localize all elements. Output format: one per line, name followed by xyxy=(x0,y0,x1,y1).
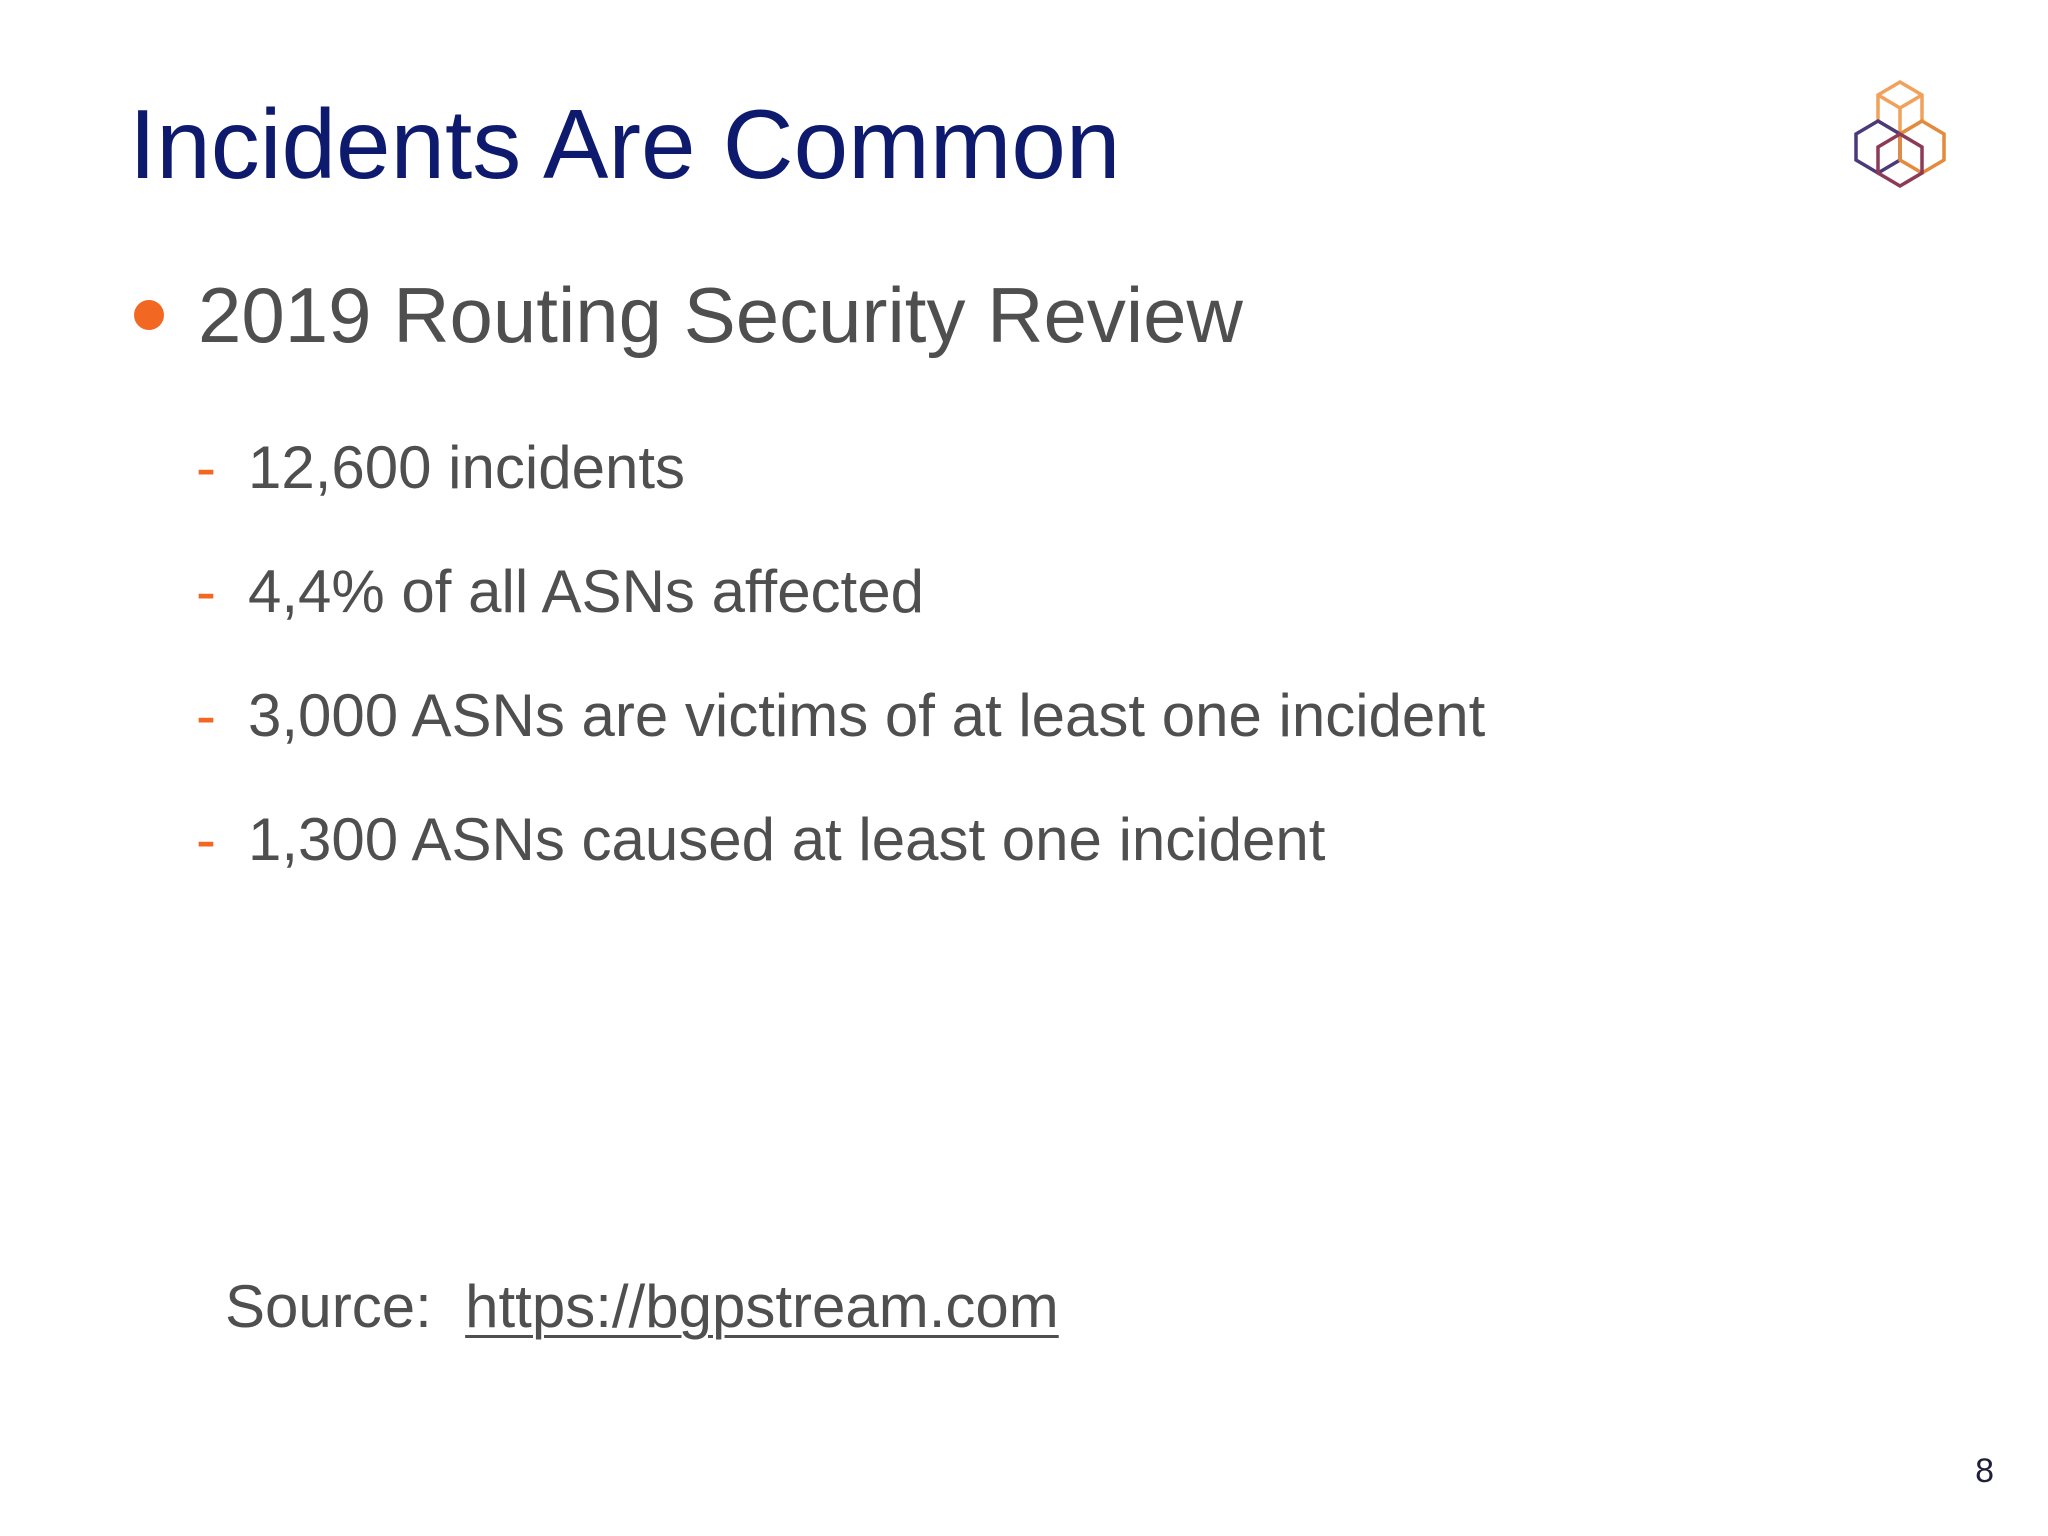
hexagon-cube-logo-icon xyxy=(1840,78,1960,198)
sub-bullet-text: 4,4% of all ASNs affected xyxy=(248,557,924,625)
sub-bullet-text: 3,000 ASNs are victims of at least one incident xyxy=(248,681,1486,749)
sub-bullet-item xyxy=(196,653,1485,777)
source-label: Source: xyxy=(225,1273,449,1340)
source-link[interactable]: https://bgpstream.com xyxy=(465,1273,1059,1340)
dash-marker: - xyxy=(196,805,216,873)
sub-bullet-item xyxy=(196,777,1485,901)
sub-bullet-text: 1,300 ASNs caused at least one incident xyxy=(248,805,1326,873)
sub-bullet-item xyxy=(196,529,1485,653)
dash-marker: - xyxy=(196,681,216,749)
sub-bullet-list xyxy=(196,405,1485,901)
dash-marker: - xyxy=(196,433,216,501)
main-bullet-text: 2019 Routing Security Review xyxy=(198,270,1243,359)
dash-marker: - xyxy=(196,557,216,625)
sub-bullet-item xyxy=(196,405,1485,529)
slide-title: Incidents Are Common xyxy=(129,89,1121,199)
main-bullet xyxy=(134,265,1243,365)
page-number: 8 xyxy=(1975,1452,1994,1490)
sub-bullet-text: 12,600 incidents xyxy=(248,433,685,501)
source-line xyxy=(225,1272,1059,1341)
bullet-dot-icon xyxy=(134,300,164,330)
